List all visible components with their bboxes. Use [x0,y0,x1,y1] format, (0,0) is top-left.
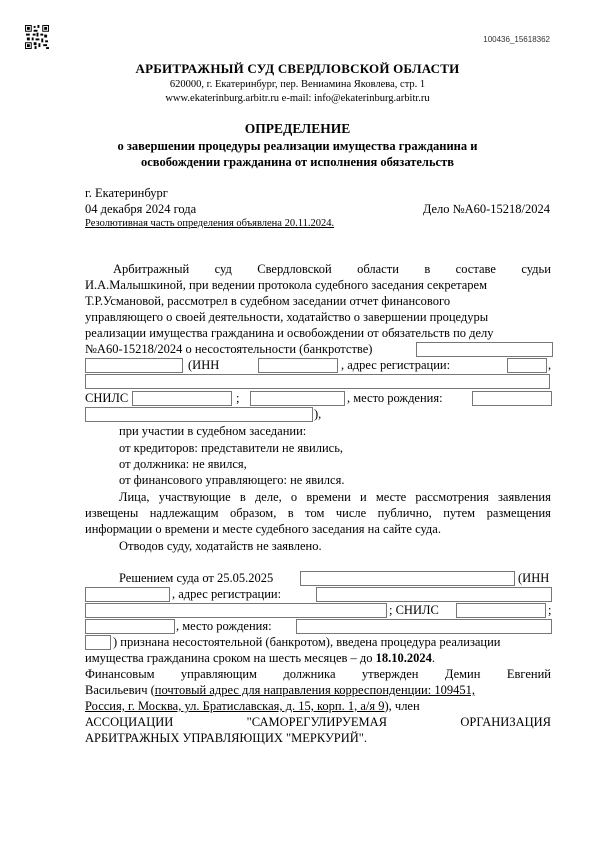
paragraph-1-line-7-inn: (ИНН [188,358,220,372]
paragraph-4-line-1-inn: (ИНН [518,571,550,585]
paragraph-1-line-6: №А60-15218/2024 о несостоятельности (банкротстве) [85,342,373,356]
attendance-creditors: от кредиторов: представители не явились, [119,441,344,455]
redaction-box [456,603,546,618]
paragraph-1-line-10-end: ), [314,407,322,421]
redaction-box [300,571,515,586]
case-number: Дело №А60-15218/2024 [422,202,550,216]
document-subtitle-line-2: освобождении гражданина от исполнения обязательств [141,155,454,169]
city: г. Екатеринбург [85,186,168,200]
redaction-box [472,391,552,406]
redaction-box [85,407,313,422]
paragraph-4-line-9: Россия, г. Москва, ул. Братиславская, д. 15, корп. 1, а/я 9), член [85,699,420,713]
paragraph-4-line-11: АРБИТРАЖНЫХ УПРАВЛЯЮЩИХ "МЕРКУРИЙ". [85,731,368,745]
attendance-debtor: от должника: не явился, [119,457,247,471]
paragraph-4-line-6: имущества гражданина сроком на шесть месяцев – до 18.10.2024. [85,651,435,665]
redaction-box [258,358,338,373]
court-web-email: www.ekaterinburg.arbitr.ru e-mail: info@ekaterinburg.arbitr.ru [165,93,430,104]
paragraph-2-line-2: извещены надлежащим образом, в том числе публично, путем размещения [85,506,551,520]
paragraph-4-line-3-snils: ; СНИЛС [389,603,439,617]
paragraph-1-line-3: Т.Р.Усмановой, рассмотрел в судебном заседании отчет финансового [85,294,451,308]
redaction-box [316,587,552,602]
document-title: ОПРЕДЕЛЕНИЕ [244,121,351,136]
paragraph-4-line-7: Финансовым управляющим должника утвержден Демин Евгений [85,667,551,681]
resolution-note: Резолютивная часть определения объявлена 20.11.2024. [85,218,335,229]
deadline-date: 18.10.2024 [375,651,432,665]
paragraph-1-line-5: реализации имущества гражданина и освобождении от обязательств по делу [85,326,494,340]
paragraph-1-line-9-semicolon: ; [236,391,240,405]
redaction-box [250,391,345,406]
decision-date: 04 декабря 2024 года [85,202,197,216]
paragraph-1-line-2: И.А.Малышкиной, при ведении протокола судебного заседания секретарем [85,278,488,292]
paragraph-4-line-2-address: , адрес регистрации: [172,587,282,601]
paragraph-1-line-7-comma: , [548,358,552,372]
attendance-intro: при участии в судебном заседании: [119,424,307,438]
paragraph-4-line-1-date: Решением суда от 25.05.2025 [119,571,274,585]
paragraph-1-line-9-birthplace: , место рождения: [347,391,443,405]
court-address: 620000, г. Екатеринбург, пер. Вениамина Яковлева, стр. 1 [169,79,426,90]
court-name: АРБИТРАЖНЫЙ СУД СВЕРДЛОВСКОЙ ОБЛАСТИ [135,61,460,76]
redaction-box [85,635,111,650]
paragraph-4-line-10: АССОЦИАЦИИ "САМОРЕГУЛИРУЕМАЯ ОРГАНИЗАЦИЯ [85,715,551,729]
paragraph-1-line-9-snils: СНИЛС [85,391,129,405]
paragraph-1-line-1: Арбитражный суд Свердловской области в составе судьи [113,262,551,276]
paragraph-4-line-8: Васильевич (почтовый адрес для направления корреспонденции: 109451, [85,683,475,697]
redaction-box [296,619,552,634]
redaction-box [85,603,387,618]
paragraph-2-line-1: Лица, участвующие в деле, о времени и месте рассмотрения заявления [119,490,551,504]
qr-code [25,25,49,49]
paragraph-4-line-3-semicolon: ; [548,603,552,617]
redaction-box [507,358,547,373]
document-subtitle-line-1: о завершении процедуры реализации имущества гражданина и [117,139,478,153]
redaction-box [416,342,553,357]
document-id: 100436_15618362 [483,35,550,44]
paragraph-1-line-7-address: , адрес регистрации: [341,358,451,372]
paragraph-3: Отводов суду, ходатайств не заявлено. [119,539,322,553]
redaction-box [85,619,175,634]
attendance-manager: от финансового управляющего: не явился. [119,473,345,487]
redaction-box [85,587,170,602]
redaction-box [85,358,183,373]
paragraph-2-line-3: информации о времени и месте судебного заседания на сайте суда. [85,522,441,536]
paragraph-4-line-5: ) признана несостоятельной (банкротом), введена процедура реализации [113,635,501,649]
redaction-box [85,374,550,389]
paragraph-4-line-4-birthplace: , место рождения: [176,619,272,633]
paragraph-1-line-4: управляющего о своей деятельности, ходатайство о завершении процедуры [85,310,489,324]
redaction-box [132,391,232,406]
